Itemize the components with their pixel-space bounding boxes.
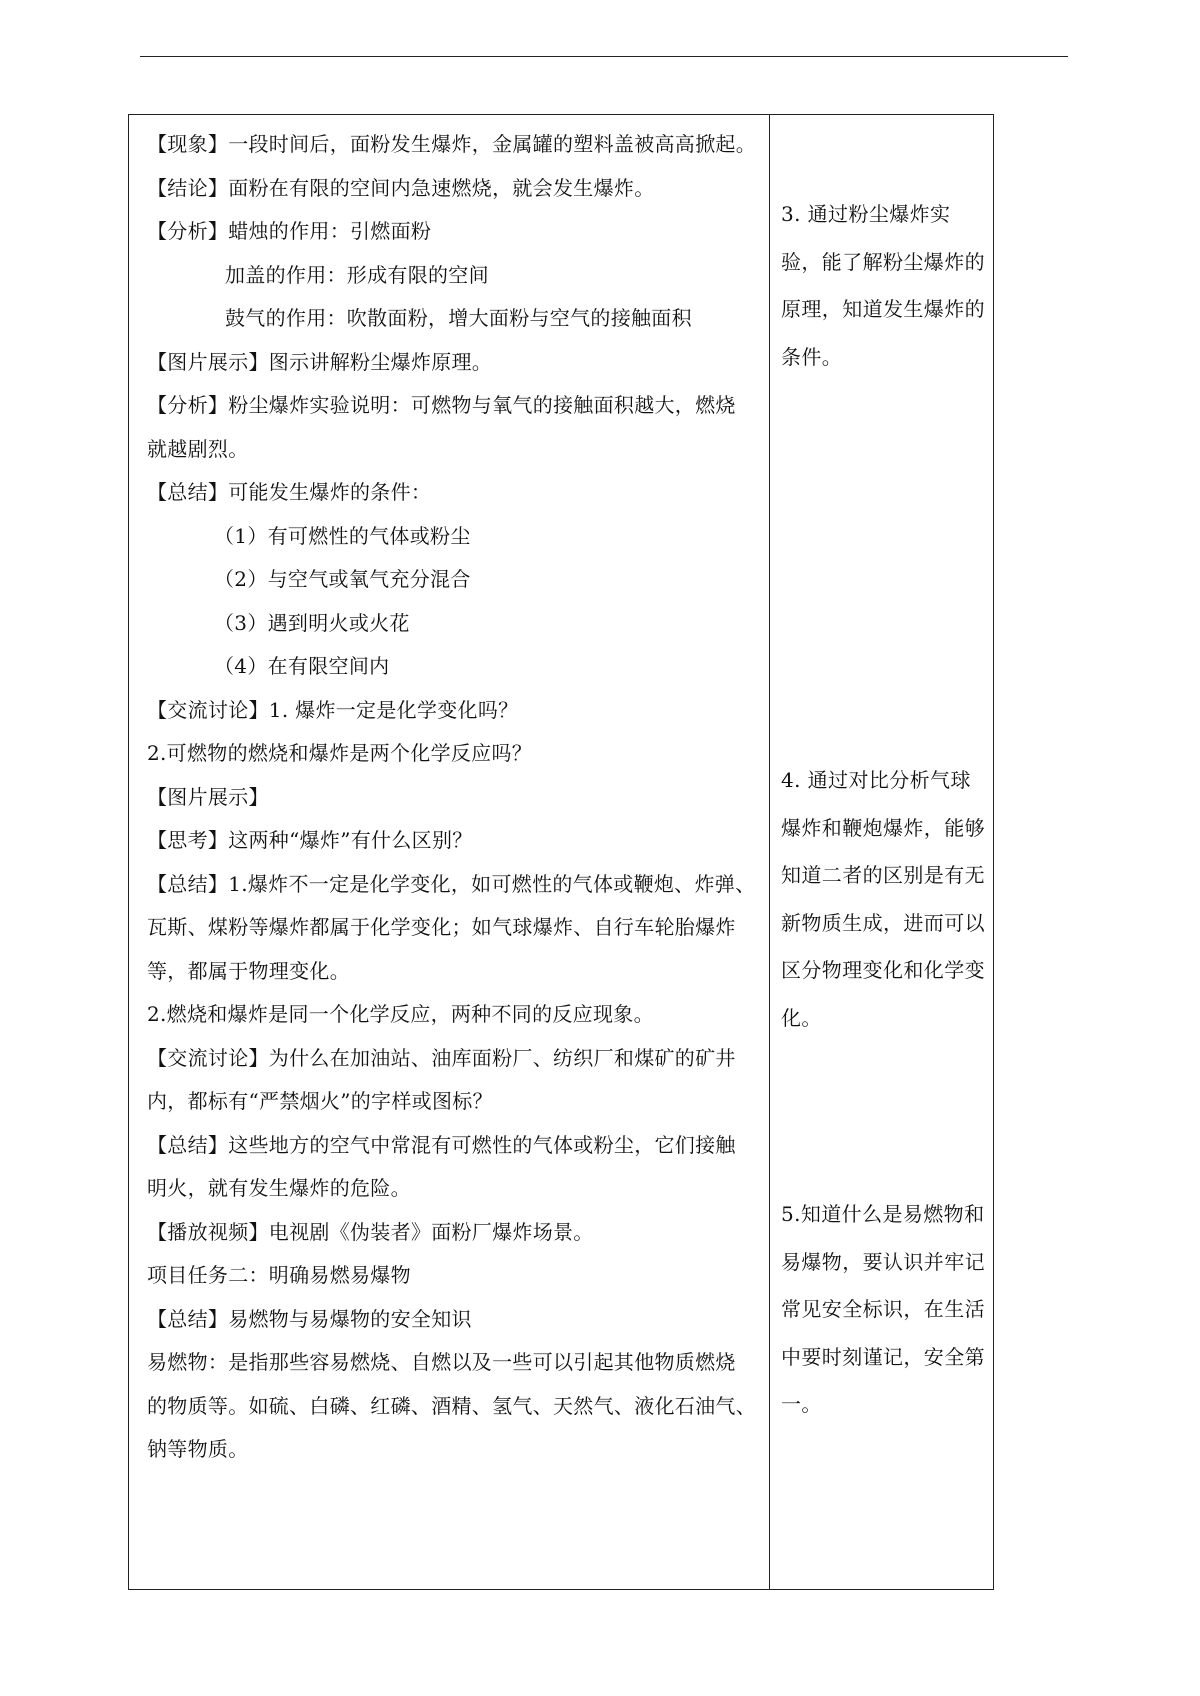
design-note-4: 4. 通过对比分析气球爆炸和鞭炮爆炸，能够知道二者的区别是有无新物质生成，进而可以区分物理变化和化学变化。	[781, 768, 985, 1030]
design-note-5: 5.知道什么是易燃物和易爆物，要认识并牢记常见安全标识，在生活中要时刻谨记，安全第一。	[781, 1202, 985, 1416]
analysis-lid-line: 加盖的作用：形成有限的空间	[225, 263, 489, 287]
dust-analysis-line-1: 【分析】粉尘爆炸实验说明：可燃物与氧气的接触面积越大，燃烧	[147, 393, 736, 417]
teaching-process-column	[129, 115, 769, 1589]
phenomenon-line: 【现象】一段时间后，面粉发生爆炸，金属罐的塑料盖被高高掀起。	[147, 132, 756, 156]
summary-danger-line-1: 【总结】这些地方的空气中常混有可燃性的气体或粉尘，它们接触	[147, 1133, 736, 1157]
discussion-line-2: 2.可燃物的燃烧和爆炸是两个化学反应吗？	[147, 741, 533, 765]
picture-display-line-2: 【图片展示】	[147, 785, 269, 809]
discussion-line-1: 【交流讨论】1. 爆炸一定是化学变化吗？	[147, 698, 519, 722]
discussion-fire-line-1: 【交流讨论】为什么在加油站、油库面粉厂、纺织厂和煤矿的矿井	[147, 1046, 736, 1070]
summary-danger-line-2: 明火，就有发生爆炸的危险。	[147, 1176, 411, 1200]
flammable-line-2: 的物质等。如硫、白磷、红磷、酒精、氢气、天然气、液化石油气、	[147, 1394, 756, 1418]
task-two-line: 项目任务二：明确易燃易爆物	[147, 1263, 411, 1287]
condition-item-3: （3）遇到明火或火花	[214, 611, 410, 635]
safety-knowledge-line: 【总结】易燃物与易爆物的安全知识	[147, 1307, 472, 1331]
column-divider	[769, 115, 770, 1589]
think-line: 【思考】这两种“爆炸”有什么区别？	[147, 828, 473, 852]
summary-explosion-line-4: 2.燃烧和爆炸是同一个化学反应，两种不同的反应现象。	[147, 1002, 654, 1026]
flammable-line-1: 易燃物：是指那些容易燃烧、自燃以及一些可以引起其他物质燃烧	[147, 1350, 736, 1374]
condition-item-4: （4）在有限空间内	[214, 654, 390, 678]
picture-display-line: 【图片展示】图示讲解粉尘爆炸原理。	[147, 350, 493, 374]
video-line: 【播放视频】电视剧《伪装者》面粉厂爆炸场景。	[147, 1220, 594, 1244]
flammable-line-3: 钠等物质。	[147, 1437, 249, 1461]
summary-explosion-line-3: 等，都属于物理变化。	[147, 959, 350, 983]
conclusion-line: 【结论】面粉在有限的空间内急速燃烧，就会发生爆炸。	[147, 176, 655, 200]
condition-item-1: （1）有可燃性的气体或粉尘	[214, 524, 471, 548]
analysis-candle-line: 【分析】蜡烛的作用：引燃面粉	[147, 219, 432, 243]
lesson-table	[128, 114, 994, 1590]
analysis-blow-line: 鼓气的作用：吹散面粉，增大面粉与空气的接触面积	[225, 306, 692, 330]
discussion-fire-line-2: 内，都标有“严禁烟火”的字样或图标？	[147, 1089, 493, 1113]
design-note-3: 3. 通过粉尘爆炸实验，能了解粉尘爆炸的原理，知道发生爆炸的条件。	[781, 202, 985, 369]
header-rule	[140, 56, 1068, 57]
design-intent-column	[771, 115, 993, 1589]
summary-explosion-line-1: 【总结】1.爆炸不一定是化学变化，如可燃性的气体或鞭炮、炸弹、	[147, 872, 756, 896]
summary-explosion-line-2: 瓦斯、煤粉等爆炸都属于化学变化；如气球爆炸、自行车轮胎爆炸	[147, 915, 736, 939]
condition-item-2: （2）与空气或氧气充分混合	[214, 567, 471, 591]
summary-conditions-line: 【总结】可能发生爆炸的条件：	[147, 480, 432, 504]
dust-analysis-line-2: 就越剧烈。	[147, 437, 249, 461]
